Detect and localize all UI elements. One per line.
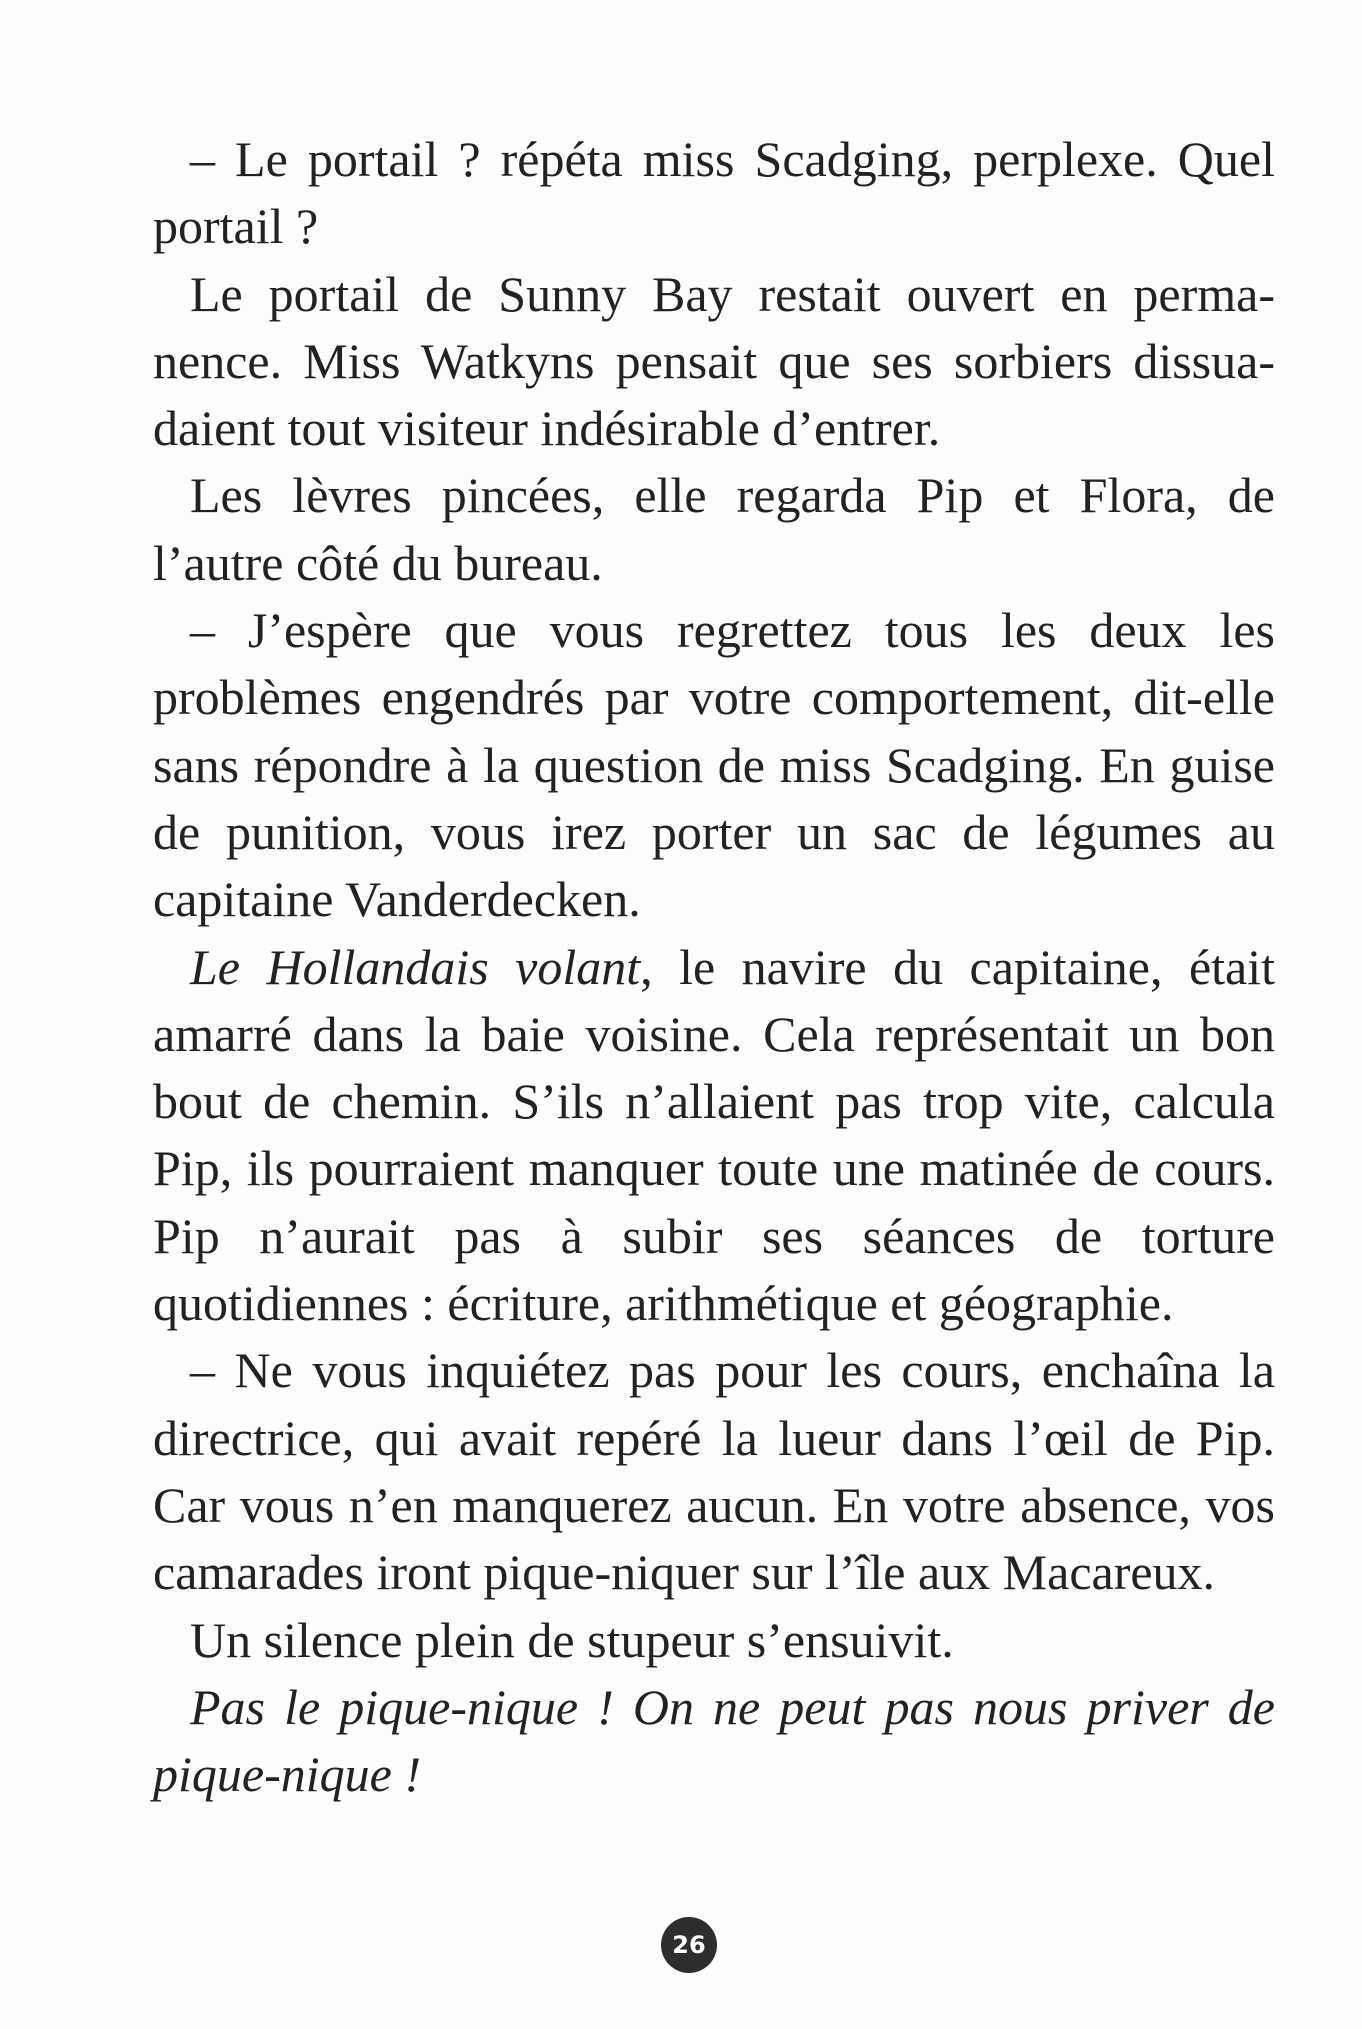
page-number-badge: 26 xyxy=(661,1917,717,1973)
ship-name: Le Hollandais volant xyxy=(190,938,641,995)
paragraph-6-text: – Ne vous inquiétez pas pour les cours, enchaîna la directrice, qui avait repéré la lueur dans l’œil de Pip. Car vous n’en manquerez aucun. En votre absence, vos camarades iront pique-niquer sur l’île aux Macareux. xyxy=(153,1342,1275,1601)
paragraph-8 xyxy=(153,1674,1275,1809)
paragraph-5-text: , le navire du capitaine, était amarré dans la baie voisine. Cela représentait un bon bout de chemin. S’ils n’allaient pas trop vite, calcula Pip, ils pourraient manquer toute une matinée de cours. Pip n’aurait pas à subir ses séances de torture quotidiennes : écriture, arithmétique et géographie. xyxy=(153,938,1276,1332)
paragraph-4 xyxy=(153,597,1275,933)
paragraph-5 xyxy=(153,934,1275,1338)
paragraph-2-text: Le portail de Sunny Bay restait ouvert en permanence. Miss Watkyns pensait que ses sorbiers dissuadaient tout visiteur indésirable d’entrer. xyxy=(153,265,1275,457)
paragraph-1 xyxy=(153,126,1275,261)
inner-thought: Pas le pique-nique ! On ne peut pas nous priver de pique-nique ! xyxy=(153,1678,1275,1803)
paragraph-4-text: – J’espère que vous regrettez tous les deux les problèmes engendrés par votre comportement, dit-elle sans répondre à la question de miss Scadging. En guise de punition, vous irez porter un sac de légumes au capitaine Vanderdecken. xyxy=(153,602,1275,928)
body-text xyxy=(153,126,1275,1808)
paragraph-1-text: – Le portail ? répéta miss Scadging, perplexe. Quel portail ? xyxy=(153,131,1275,255)
paragraph-7-text: Un silence plein de stupeur s’ensuivit. xyxy=(190,1611,954,1668)
paragraph-7 xyxy=(153,1607,1275,1674)
paragraph-3-text: Les lèvres pincées, elle regarda Pip et Flora, de l’autre côté du bureau. xyxy=(153,467,1275,591)
paragraph-2 xyxy=(153,261,1275,463)
paragraph-3 xyxy=(153,462,1275,597)
paragraph-6 xyxy=(153,1337,1275,1606)
